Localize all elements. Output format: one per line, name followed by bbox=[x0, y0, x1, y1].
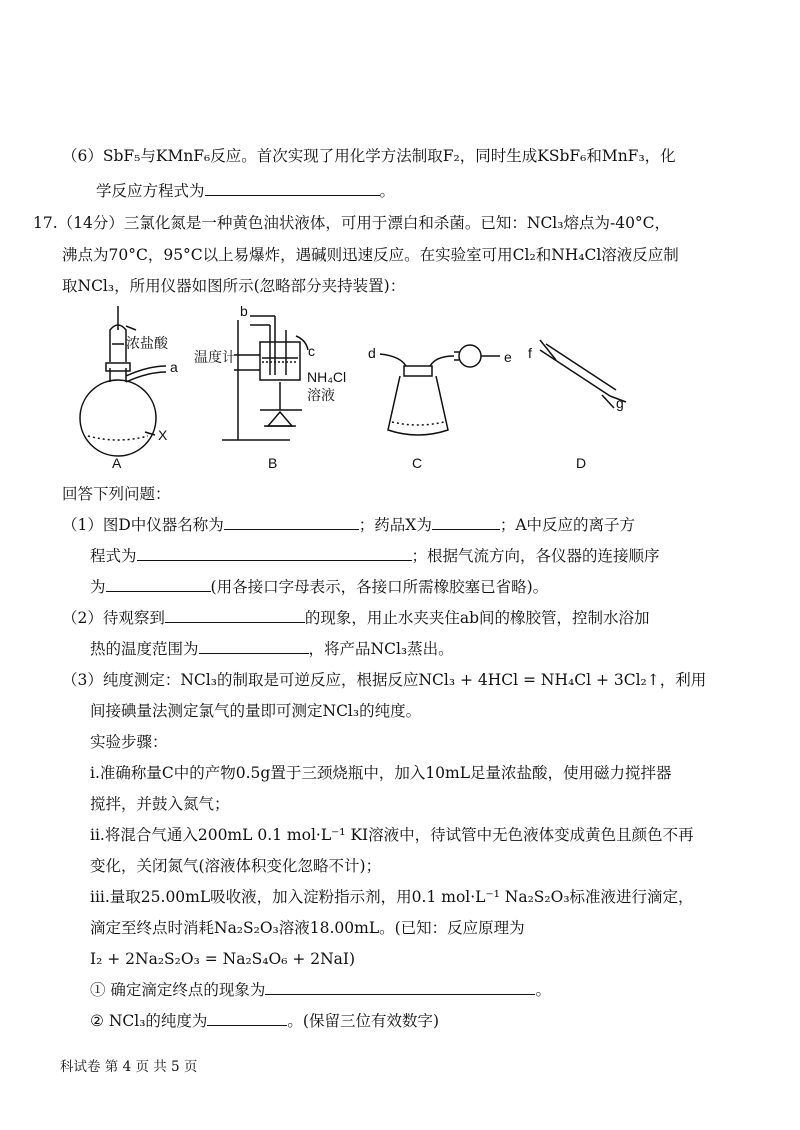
nh4cl-label: NH₄Cl bbox=[307, 369, 347, 385]
part1-line3 bbox=[90, 576, 548, 598]
q17-intro-line2: 沸点为70°C，95°C以上易爆炸，遇碱则迅速反应。在实验室可用Cl₂和NH₄Cl溶液反应制 bbox=[62, 246, 679, 264]
port-c-label: c bbox=[308, 343, 315, 359]
part2-q-clamp: 的现象，用止水夹夹住ab间的橡胶管，控制水浴加 bbox=[304, 609, 650, 627]
instrument-name-blank[interactable] bbox=[224, 514, 359, 530]
part1-line2 bbox=[90, 545, 660, 567]
apparatus-c bbox=[380, 345, 500, 435]
temperature-range-blank[interactable] bbox=[199, 638, 309, 654]
port-e-label: e bbox=[504, 349, 512, 365]
q6-prompt: 学反应方程式为 bbox=[96, 182, 205, 200]
port-a-label: a bbox=[170, 359, 178, 375]
thermometer-label: 温度计 bbox=[194, 349, 236, 365]
connection-order-blank[interactable] bbox=[106, 576, 211, 592]
phenomenon-blank[interactable] bbox=[165, 607, 305, 623]
port-d-label: d bbox=[368, 345, 376, 361]
apparatus-d bbox=[540, 340, 626, 408]
reagent-x-label: X bbox=[158, 427, 168, 443]
step2-line2: 变化，关闭氮气(溶液体积变化忽略不计)； bbox=[90, 857, 382, 875]
part1-q-equation: 程式为 bbox=[90, 547, 137, 565]
part1-q-order: ；根据气流方向，各仪器的连接顺序 bbox=[411, 547, 660, 565]
q6-line1: （6）SbF₅与KMnF₆反应。首次实现了用化学方法制取F₂，同时生成KSbF₆和MnF₃，化 bbox=[62, 147, 676, 165]
q6-answer-blank[interactable] bbox=[205, 180, 380, 196]
port-g-label: g bbox=[616, 395, 624, 411]
part2-q-phenomenon: （2）待观察到 bbox=[62, 609, 165, 627]
steps-title: 实验步骤： bbox=[90, 733, 168, 751]
endpoint-blank[interactable] bbox=[265, 979, 535, 995]
step2-line1: ii.将混合气通入200mL 0.1 mol·L⁻¹ KI溶液中，待试管中无色液体变成黄色且颜色不再 bbox=[90, 826, 694, 844]
solution-label: 溶液 bbox=[307, 387, 335, 403]
question-purity bbox=[90, 1010, 439, 1032]
purity-blank[interactable] bbox=[207, 1010, 287, 1026]
part2-q-temperature: 热的温度范围为 bbox=[90, 640, 199, 658]
apparatus-c-label: C bbox=[412, 455, 423, 471]
apparatus-b-label: B bbox=[268, 455, 278, 471]
part3-line2: 间接碘量法测定氯气的量即可测定NCl₃的纯度。 bbox=[90, 702, 422, 720]
label-concentrated-hcl: 浓盐酸 bbox=[126, 335, 168, 351]
part1-q-order-prefix: 为 bbox=[90, 578, 106, 596]
apparatus-figure bbox=[70, 300, 670, 480]
part1-q-reagent: ；药品X为 bbox=[358, 516, 432, 534]
endpoint-prompt: ① 确定滴定终点的现象为 bbox=[90, 981, 266, 999]
part2-q-distill: ，将产品NCl₃蒸出。 bbox=[308, 640, 454, 658]
part2-line1 bbox=[62, 607, 650, 629]
apparatus-a bbox=[80, 306, 166, 456]
question-endpoint bbox=[90, 979, 551, 1001]
page-footer: 科试卷 第 4 页 共 5 页 bbox=[60, 1059, 198, 1075]
purity-note: 。(保留三位有效数字) bbox=[287, 1012, 440, 1030]
step1-line1: i.准确称量C中的产物0.5g置于三颈烧瓶中，加入10mL足量浓盐酸，使用磁力搅拌器 bbox=[90, 764, 672, 782]
port-b-label: b bbox=[240, 303, 248, 319]
ionic-equation-blank[interactable] bbox=[137, 545, 412, 561]
apparatus-a-label: A bbox=[112, 455, 122, 471]
q6-period: 。 bbox=[379, 182, 396, 200]
part3-line1: （3）纯度测定：NCl₃的制取是可逆反应，根据反应NCl₃ + 4HCl = NH₄Cl + 3Cl₂↑，利用 bbox=[62, 671, 707, 689]
part1-line1 bbox=[62, 514, 635, 536]
part2-line2 bbox=[90, 638, 454, 660]
purity-prompt: ② NCl₃的纯度为 bbox=[90, 1012, 208, 1030]
apparatus-d-label: D bbox=[576, 455, 587, 471]
step3-line3: I₂ + 2Na₂S₂O₃ = Na₂S₄O₆ + 2NaI) bbox=[90, 950, 356, 968]
part1-q-instrument: （1）图D中仪器名称为 bbox=[62, 516, 224, 534]
q17-intro-line1: 17.（14分）三氯化氮是一种黄色油状液体，可用于漂白和杀菌。已知：NCl₃熔点为-40°C， bbox=[33, 214, 671, 232]
port-f-label: f bbox=[528, 345, 532, 361]
endpoint-period: 。 bbox=[535, 981, 551, 999]
q17-intro-line3: 取NCl₃，所用仪器如图所示(忽略部分夹持装置)： bbox=[62, 277, 406, 295]
answer-prompt: 回答下列问题： bbox=[62, 485, 171, 503]
step3-line1: iii.量取25.00mL吸收液，加入淀粉指示剂，用0.1 mol·L⁻¹ Na₂S₂O₃标准液进行滴定， bbox=[90, 888, 694, 906]
apparatus-b bbox=[222, 316, 308, 440]
q6-line2 bbox=[96, 180, 395, 202]
step1-line2: 搅拌，并鼓入氮气； bbox=[90, 795, 230, 813]
part1-q-ionic: ；A中反应的离子方 bbox=[499, 516, 636, 534]
step3-line2: 滴定至终点时消耗Na₂S₂O₃溶液18.00mL。(已知：反应原理为 bbox=[90, 919, 525, 937]
reagent-x-blank[interactable] bbox=[432, 514, 500, 530]
part1-q-order-note: (用各接口字母表示，各接口所需橡胶塞已省略)。 bbox=[210, 578, 549, 596]
